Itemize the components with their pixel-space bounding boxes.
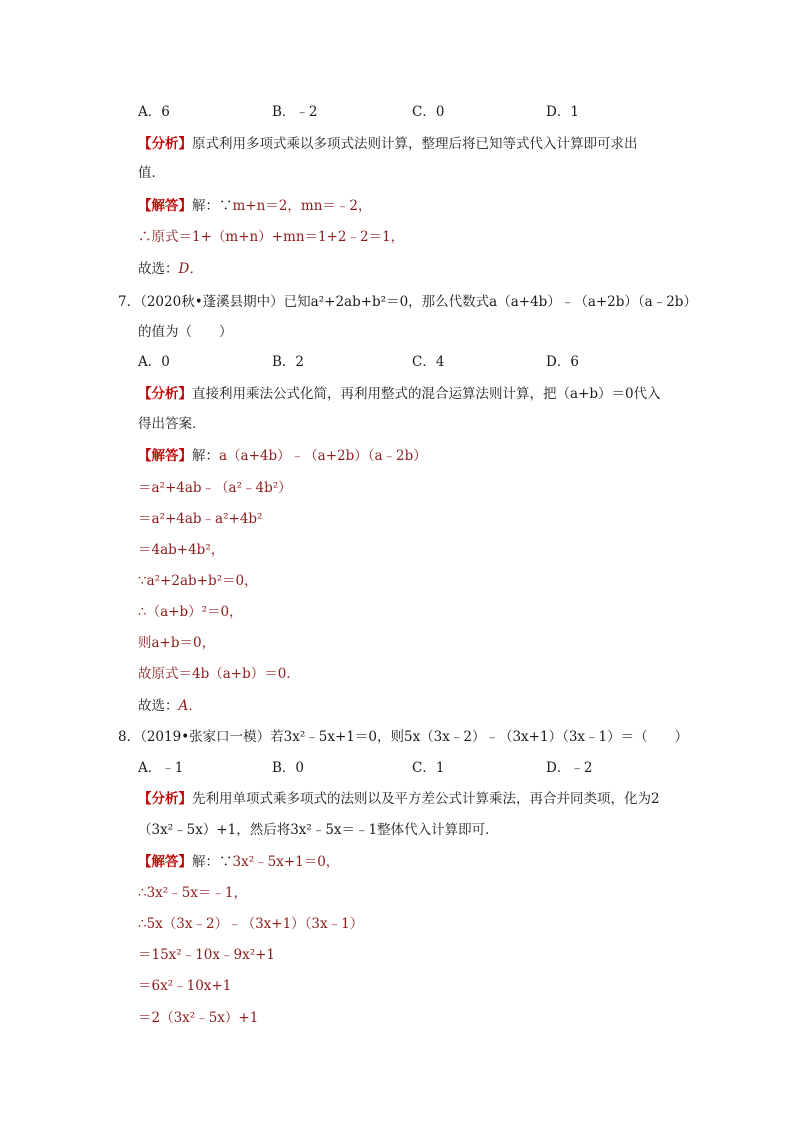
q8-option-c: C．1	[412, 760, 445, 776]
q7-sol-expression: a（a+4b）﹣（a+2b）（a﹣2b）	[219, 448, 427, 464]
q7-step: ＝a²+4ab﹣（a²﹣4b²）	[138, 480, 292, 496]
q8-step: ＝15x²﹣10x﹣9x²+1	[138, 947, 276, 963]
q7-step: ∴（a+b）²＝0，	[138, 604, 243, 620]
q6-sol-condition: m+n＝2，mn＝﹣2，	[232, 198, 372, 214]
q7-option-b: B．2	[272, 354, 305, 370]
q7-stem-line-2: 的值为（ ）	[138, 324, 233, 340]
q6-option-d: D．1	[546, 104, 579, 120]
q7-number: 7．	[118, 294, 141, 310]
q6-choice	[138, 259, 203, 279]
q8-step: ＝2（3x²﹣5x）+1	[138, 1010, 259, 1026]
q7-stem-line-1	[118, 292, 697, 312]
q6-analysis	[138, 134, 638, 154]
q7-analysis-text-1: 直接利用乘法公式化简，再利用整式的混合运算法则计算，把（a+b）＝0代入	[192, 386, 661, 402]
q8-stem-text: 若3x²﹣5x+1＝0，则5x（3x﹣2）﹣（3x+1）（3x﹣1）＝（ ）	[270, 729, 689, 745]
q7-option-a: A．0	[138, 354, 170, 370]
q6-option-b: B．﹣2	[272, 104, 318, 120]
q6-choice-letter: D．	[178, 261, 203, 277]
q6-option-a: A．6	[138, 104, 170, 120]
q8-step: 3x²﹣5x+1＝0，	[232, 854, 340, 870]
q8-number: 8．	[118, 729, 141, 745]
q6-answer	[138, 196, 371, 216]
q8-option-d: D．﹣2	[546, 760, 593, 776]
q7-choice-letter: A．	[178, 698, 202, 714]
q8-step: ∴3x²﹣5x＝﹣1，	[138, 885, 247, 901]
q7-step: ∵a²+2ab+b²＝0，	[138, 573, 258, 589]
q6-option-c: C．0	[412, 104, 445, 120]
q8-option-b: B．0	[272, 760, 305, 776]
q6-sol-step: ∴原式＝1+（m+n）+mn＝1+2﹣2＝1，	[138, 229, 405, 245]
q7-choice	[138, 696, 202, 716]
q6-sol-intro: 解：∵	[192, 198, 233, 214]
q7-step: ＝a²+4ab﹣a²+4b²	[138, 511, 263, 527]
q7-source: （2020秋•蓬溪县期中）	[140, 294, 284, 310]
analysis-tag: 【分析】	[138, 791, 192, 807]
q6-analysis-text-1: 原式利用多项式乘以多项式法则计算，整理后将已知等式代入计算即可求出	[192, 136, 638, 152]
q6-choice-prefix: 故选：	[138, 261, 179, 277]
answer-tag: 【解答】	[138, 854, 192, 870]
q7-analysis-text-2: 得出答案．	[138, 416, 206, 432]
q7-analysis	[138, 384, 661, 404]
q8-source: （2019•张家口一模）	[140, 729, 271, 745]
q7-step: 则a+b＝0，	[138, 635, 216, 651]
q7-option-d: D．6	[546, 354, 579, 370]
q7-step: 故原式＝4b（a+b）＝0．	[138, 666, 300, 682]
q7-choice-prefix: 故选：	[138, 698, 179, 714]
analysis-tag: 【分析】	[138, 386, 192, 402]
q7-step: ＝4ab+4b²，	[138, 542, 225, 558]
q8-stem	[118, 727, 688, 747]
q8-sol-intro: 解：∵	[192, 854, 233, 870]
q7-answer	[138, 446, 427, 466]
q8-step: ＝6x²﹣10x+1	[138, 978, 232, 994]
q8-analysis-text-2: （3x²﹣5x）+1，然后将3x²﹣5x＝﹣1整体代入计算即可．	[138, 822, 499, 838]
q8-analysis-text-1: 先利用单项式乘多项式的法则以及平方差公式计算乘法，再合并同类项，化为2	[192, 791, 660, 807]
q7-sol-intro: 解：	[192, 448, 219, 464]
q8-option-a: A．﹣1	[138, 760, 184, 776]
q6-analysis-text-2: 值．	[138, 165, 165, 181]
q7-option-c: C．4	[412, 354, 445, 370]
q7-stem-text-1: 已知a²+2ab+b²＝0，那么代数式a（a+4b）﹣（a+2b）（a﹣2b）	[283, 294, 697, 310]
q8-step: ∴5x（3x﹣2）﹣（3x+1）（3x﹣1）	[138, 916, 364, 932]
analysis-tag: 【分析】	[138, 136, 192, 152]
answer-tag: 【解答】	[138, 198, 192, 214]
answer-tag: 【解答】	[138, 448, 192, 464]
q8-answer	[138, 852, 339, 872]
q8-analysis	[138, 789, 660, 809]
